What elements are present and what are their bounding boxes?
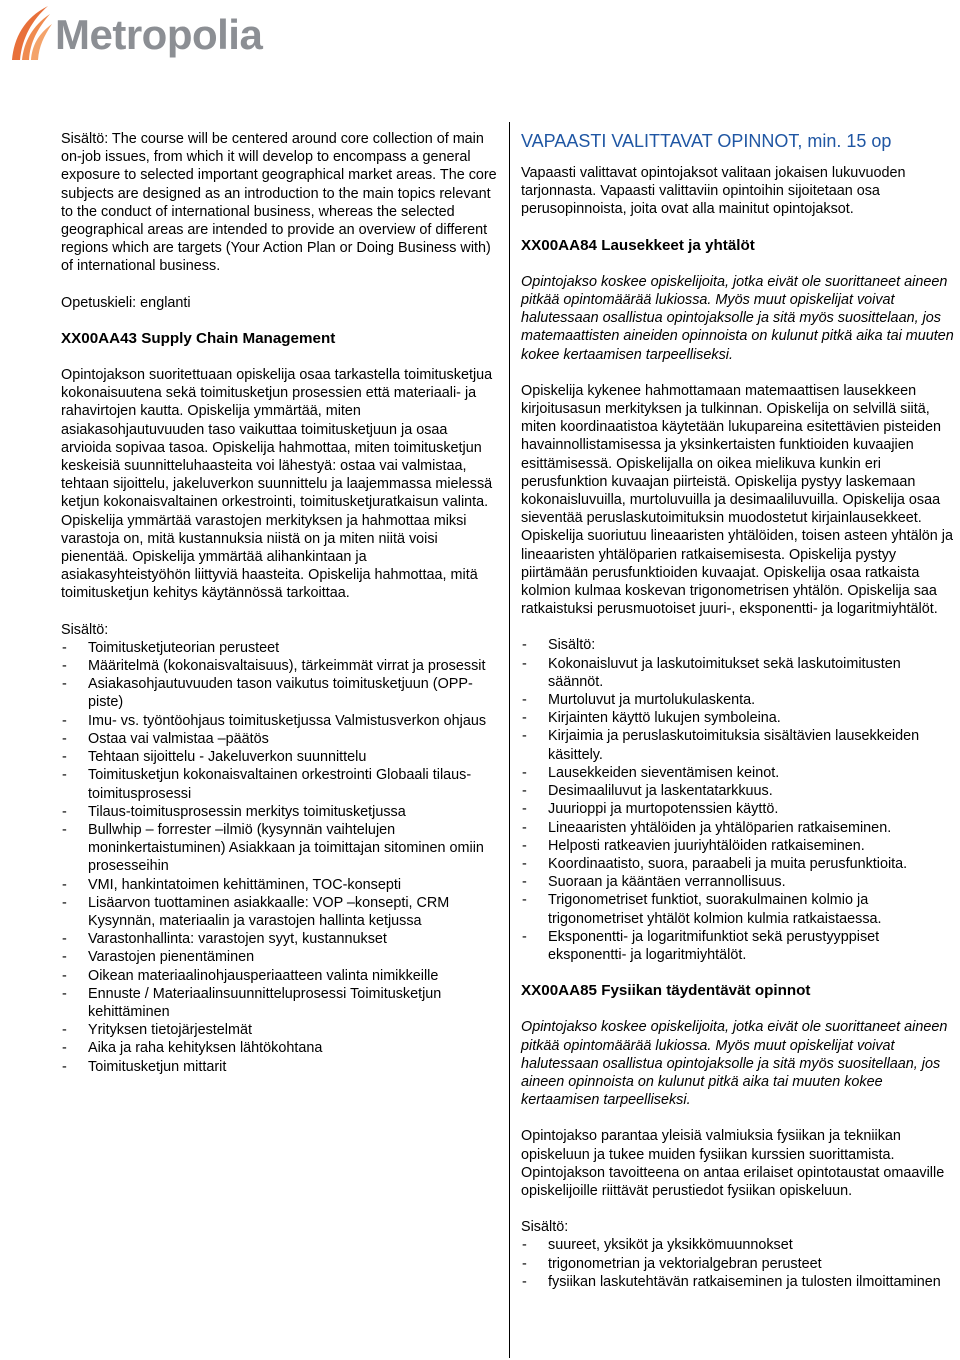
course-title-supply-chain: XX00AA43 Supply Chain Management (61, 329, 336, 347)
metropolia-logo (8, 2, 268, 64)
list-item: - Kirjaimia ja peruslaskutoimituksia sisältävien lausekkeiden käsittely. (521, 727, 957, 763)
course-title-expressions: XX00AA84 Lausekkeet ja yhtälöt (521, 236, 755, 254)
course1-content-list (521, 636, 957, 964)
content-list (61, 639, 497, 1076)
course-title-physics: XX00AA85 Fysiikan täydentävät opinnot (521, 982, 811, 1000)
course1-target-note: Opintojakso koskee opiskelijoita, jotka eivät ole suorittaneet aineen pitkää opintomäärää lukiossa. Myös muut opiskelijat voivat halutessaan osallistua opintojaksolle ja sitä myös suosittelaan, jos matemaattisten aineiden opinnoista on kulunut pitkä aika tai muuten kokee kertaamisen tarpeelliseksi. (521, 273, 954, 363)
list-item: - Varastojen pienentäminen (61, 948, 497, 966)
course2-content-list (521, 1236, 957, 1291)
list-item: - Asiakasohjautuvuuden tason vaikutus toimitusketjuun (OPP-piste) (61, 675, 497, 711)
list-item: - Trigonometriset funktiot, suorakulmainen kolmio ja trigonometriset yhtälöt kolmion kulmia ratkaistaessa. (521, 891, 957, 927)
list-item: - Tehtaan sijoittelu - Jakeluverkon suunnittelu (61, 748, 497, 766)
column-divider (509, 122, 510, 1358)
list-item: - Sisältö: (521, 636, 957, 654)
list-item: - Lausekkeiden sieventämisen keinot. (521, 764, 957, 782)
list-item: - fysiikan laskutehtävän ratkaiseminen ja tulosten ilmoittaminen (521, 1273, 957, 1291)
list-item: - Toimitusketjuteorian perusteet (61, 639, 497, 657)
list-item: - Aika ja raha kehityksen lähtökohtana (61, 1039, 497, 1057)
list-item: - Suoraan ja kääntäen verrannollisuus. (521, 873, 957, 891)
section-title-elective-studies: VAPAASTI VALITTAVAT OPINNOT, min. 15 op (521, 131, 892, 151)
list-item: - VMI, hankintatoimen kehittäminen, TOC-konsepti (61, 876, 497, 894)
list-item: - Määritelmä (kokonaisvaltaisuus), tärkeimmät virrat ja prosessit (61, 657, 497, 675)
list-item: - Murtoluvut ja murtolukulaskenta. (521, 691, 957, 709)
list-item: - Bullwhip – forrester –ilmiö (kysynnän vaihtelujen moninkertaistuminen) Asiakkaan ja toimittajan sitominen omiin prosesseihin (61, 821, 497, 876)
list-item: - Varastonhallinta: varastojen syyt, kustannukset (61, 930, 497, 948)
list-item: - Toimitusketjun mittarit (61, 1058, 497, 1076)
list-item: - suureet, yksiköt ja yksikkömuunnokset (521, 1236, 957, 1254)
logo-text: Metropolia (55, 11, 263, 58)
course2-description: Opintojakso parantaa yleisiä valmiuksia fysiikan ja tekniikan opiskeluun ja tukee muiden fysiikan kurssien suorittamista. Opintojakson tavoitteena on antaa erilaiset opintotaustat omaaville opiskelijoille riittävät perustiedot fysiikan opiskeluun. (521, 1128, 945, 1199)
list-item: - Ostaa vai valmistaa –päätös (61, 730, 497, 748)
list-item: - Lineaaristen yhtälöiden ja yhtälöparien ratkaiseminen. (521, 819, 957, 837)
teaching-language: Opetuskieli: englanti (61, 294, 191, 311)
list-item: - Desimaaliluvut ja laskentatarkkuus. (521, 782, 957, 800)
list-item: - Toimitusketjun kokonaisvaltainen orkestrointi Globaali tilaus-toimitusprosessi (61, 766, 497, 802)
right-column (521, 130, 957, 1291)
list-item: - trigonometrian ja vektorialgebran perusteet (521, 1255, 957, 1273)
list-item: - Lisäarvon tuottaminen asiakkaalle: VOP –konsepti, CRM Kysynnän, materiaalin ja varastojen hallinta ketjussa (61, 894, 497, 930)
list-item: - Oikean materiaalinohjausperiaatteen valinta nimikkeille (61, 967, 497, 985)
list-item: - Tilaus-toimitusprosessin merkitys toimitusketjussa (61, 803, 497, 821)
list-item: - Yrityksen tietojärjestelmät (61, 1021, 497, 1039)
list-item: - Kirjainten käyttö lukujen symboleina. (521, 709, 957, 727)
left-column (61, 130, 497, 1076)
learning-outcomes-paragraph: Opintojakson suoritettuaan opiskelija osaa tarkastella toimitusketjua kokonaisuutena sekä toimitusketjun prosessien että materiaali- ja rahavirtojen kautta. Opiskelija ymmärtää, miten asiakasohjautuvuuden taso vaikuttaa toimitusketjuun ja osaa arvioida sopivaa tasoa. Opiskelija hahmottaa, miten toimitusketjun keskeisiä suunnitteluhaasteita voi lähestyä: ostaa vai valmistaa, tehtaan sijoittelu, jakeluverkon suunnittelu ja laajemmassa mielessä ketjun kokonaisvaltainen orkestrointi, toimitusketjuratkaisun valinta. Opiskelija ymmärtää varastojen merkityksen ja hahmottaa miksi varastoja on, mitä kustannuksia niistä on ja miten niitä voisi pienentää. Opiskelija ymmärtää alihankintaan ja asiakasyhteistyöhön liittyviä haasteita. Opiskelija hahmottaa, mitä toimitusketjun kehitys käytännössä tarkoittaa. (61, 367, 493, 602)
elective-intro: Vapaasti valittavat opintojaksot valitaan jokaisen lukuvuoden tarjonnasta. Vapaasti valittaviin opintoihin sijoitetaan osa perusopinnoista, joita ovat alla mainitut opintojaksot. (521, 165, 906, 218)
content-label: Sisältö: (61, 621, 109, 638)
list-item: - Imu- vs. työntöohjaus toimitusketjussa Valmistusverkon ohjaus (61, 712, 497, 730)
logo-flame-icon (8, 2, 56, 64)
course1-description: Opiskelija kykenee hahmottamaan matemaattisen lausekkeen kirjoitusasun merkityksen ja tulkinnan. Opiskelija on selvillä siitä, miten koordinaatistoa käytetään lukupareina esitettävien pisteiden havainnollistamisessa ja yksinkertaisten funktioiden kuvaajien esittämisessä. Opiskelijalla on oikea mielikuva kunkin eri perusfunktion kuvaajan piirteistä. Opiskelija pystyy laskemaan kokonaisluvuilla, murtoluvuilla ja desimaaliluvuilla. Opiskelija osaa sieventää peruslaskutoimituksin muodostetut kirjainlausekkeet. Opiskelija suoriutuu lineaaristen yhtälöiden, toisen asteen yhtälön ja lineaaristen yhtälöparien ratkaisemisesta. Opiskelija pystyy piirtämään perusfunktioiden kuvaajat. Opiskelija osaa ratkaista kolmion kulmaa koskevan trigonometrisen yhtälön. Opiskelija saa ratkaistuksi perusmuotoiset juuri-, eksponentti- ja logaritmiyhtälöt. (521, 382, 953, 618)
list-item: - Juurioppi ja murtopotenssien käyttö. (521, 800, 957, 818)
list-item: - Koordinaatisto, suora, paraabeli ja muita perusfunktioita. (521, 855, 957, 873)
list-item: - Eksponentti- ja logaritmifunktiot sekä perustyyppiset eksponentti- ja logaritmiyhtälöt. (521, 928, 957, 964)
list-item: - Helposti ratkeavien juuriyhtälöiden ratkaiseminen. (521, 837, 957, 855)
list-item: - Kokonaisluvut ja laskutoimitukset sekä laskutoimitusten säännöt. (521, 655, 957, 691)
list-item: - Ennuste / Materiaalinsuunnitteluprosessi Toimitusketjun kehittäminen (61, 985, 497, 1021)
course2-target-note: Opintojakso koskee opiskelijoita, jotka eivät ole suorittaneet aineen pitkää opintomäärää lukiossa. Myös muut opiskelijat voivat halutessaan osallistua opintojaksolle ja sitä myös suositellaan, jos aineen opinnoista on kulunut pitkä aika tai muuten kokee kertaamisen tarpeelliseksi. (521, 1019, 948, 1109)
course2-content-label: Sisältö: (521, 1219, 569, 1236)
course-content-paragraph: Sisältö: The course will be centered around core collection of main on-job issues, from which it will develop to encompass a general exposure to selected important geographical market areas. The core subjects are designed as an introduction to the main topics relevant to the conduct of international business, whereas the selected geographical areas are intended to provide an overview of different regions which are targets (Your Action Plan or Doing Business with) of international business. (61, 131, 497, 275)
